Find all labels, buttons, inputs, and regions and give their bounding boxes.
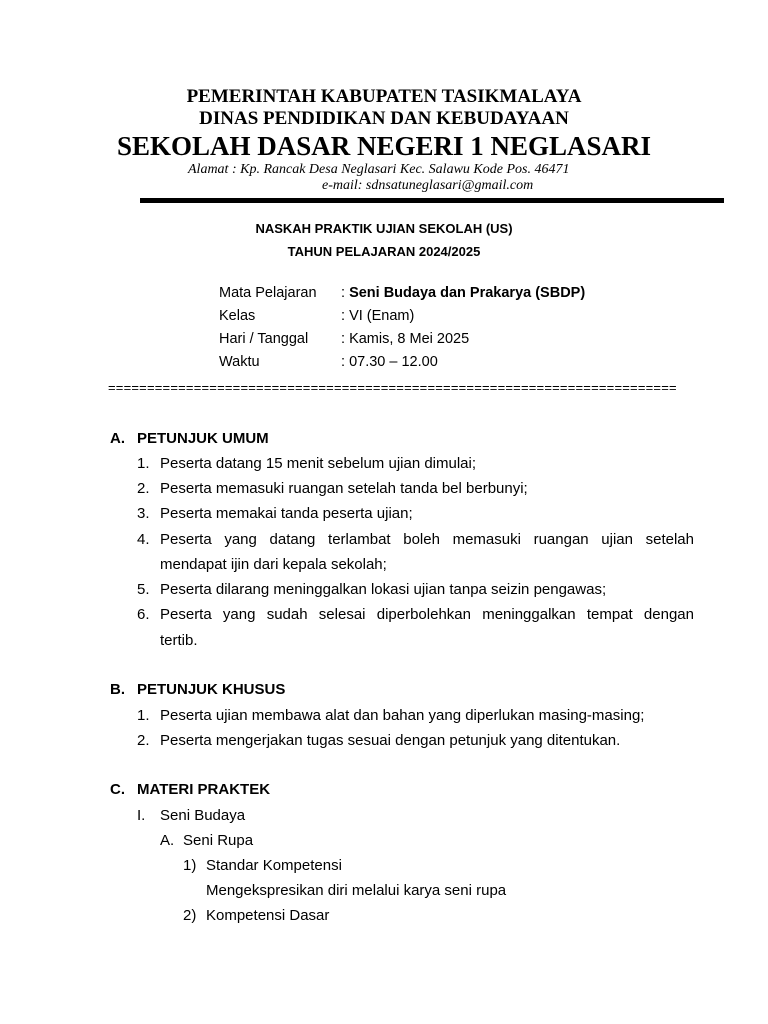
info-label: Waktu bbox=[219, 354, 260, 370]
info-separator: : bbox=[341, 331, 350, 347]
section-a-marker: A. bbox=[110, 430, 125, 447]
list-number: 4. bbox=[137, 531, 150, 548]
letterhead-email: e-mail: sdnsatuneglasari@gmail.com bbox=[322, 178, 534, 193]
list-number: 1) bbox=[183, 857, 197, 874]
list-item: Peserta memakai tanda peserta ujian; bbox=[160, 505, 413, 522]
list-number: 2. bbox=[137, 480, 150, 497]
letterhead-department: DINAS PENDIDIKAN DAN KEBUDAYAAN bbox=[199, 108, 569, 129]
list-item: Standar Kompetensi bbox=[206, 857, 342, 874]
list-item: Seni Rupa bbox=[183, 832, 254, 849]
list-number: 2. bbox=[137, 732, 150, 749]
list-item-continuation: tertib. bbox=[160, 632, 198, 649]
info-label: Hari / Tanggal bbox=[219, 331, 309, 347]
list-number: 1. bbox=[137, 455, 150, 472]
letterhead-government: PEMERINTAH KABUPATEN TASIKMALAYA bbox=[186, 86, 582, 107]
list-item: Peserta mengerjakan tugas sesuai dengan petunjuk yang ditentukan. bbox=[160, 732, 621, 749]
info-value-line bbox=[341, 308, 414, 324]
info-value-date: Kamis, 8 Mei 2025 bbox=[349, 331, 470, 347]
info-separator: : bbox=[341, 308, 350, 324]
section-b-heading: PETUNJUK KHUSUS bbox=[137, 681, 286, 698]
info-separator: : bbox=[341, 285, 350, 301]
letterhead-address: Alamat : Kp. Rancak Desa Neglasari Kec. Salawu Kode Pos. 46471 bbox=[188, 162, 570, 177]
section-c-heading: MATERI PRAKTEK bbox=[137, 781, 271, 798]
list-number: 6. bbox=[137, 606, 150, 623]
section-a-heading: PETUNJUK UMUM bbox=[137, 430, 269, 447]
info-value-line bbox=[341, 285, 585, 301]
separator-line: ========================================================================= bbox=[108, 380, 677, 395]
document-title: NASKAH PRAKTIK UJIAN SEKOLAH (US) bbox=[255, 221, 513, 236]
list-number: 5. bbox=[137, 581, 150, 598]
info-value-subject: Seni Budaya dan Prakarya (SBDP) bbox=[349, 285, 586, 301]
list-item: Peserta datang 15 menit sebelum ujian dimulai; bbox=[160, 455, 477, 472]
list-item: Peserta dilarang meninggalkan lokasi ujian tanpa seizin pengawas; bbox=[160, 581, 607, 598]
info-label: Kelas bbox=[219, 308, 256, 324]
list-item: Peserta yang sudah selesai diperbolehkan meninggalkan tempat dengan bbox=[160, 606, 694, 623]
list-number: 3. bbox=[137, 505, 150, 522]
list-item: Seni Budaya bbox=[160, 807, 246, 824]
info-separator: : bbox=[341, 354, 350, 370]
letterhead-school-name: SEKOLAH DASAR NEGERI 1 NEGLASARI bbox=[116, 131, 652, 161]
info-value-class: VI (Enam) bbox=[349, 308, 415, 324]
list-number: 1. bbox=[137, 707, 150, 724]
list-number: A. bbox=[160, 832, 175, 849]
list-item: Peserta ujian membawa alat dan bahan yang diperlukan masing-masing; bbox=[160, 707, 645, 724]
list-number: I. bbox=[137, 807, 146, 824]
list-item: Peserta memasuki ruangan setelah tanda bel berbunyi; bbox=[160, 480, 528, 497]
letterhead-rule bbox=[140, 198, 724, 203]
list-number: 2) bbox=[183, 907, 197, 924]
section-c-marker: C. bbox=[110, 781, 125, 798]
list-item-continuation: Mengekspresikan diri melalui karya seni rupa bbox=[206, 882, 507, 899]
list-item-continuation: mendapat ijin dari kepala sekolah; bbox=[160, 556, 387, 573]
info-value-time: 07.30 – 12.00 bbox=[349, 354, 438, 370]
list-item: Peserta yang datang terlambat boleh memasuki ruangan ujian setelah bbox=[160, 531, 694, 548]
document-year: TAHUN PELAJARAN 2024/2025 bbox=[287, 244, 481, 259]
info-value-line bbox=[341, 354, 438, 370]
info-value-line bbox=[341, 331, 469, 347]
info-label: Mata Pelajaran bbox=[219, 285, 317, 301]
section-b-marker: B. bbox=[110, 681, 125, 698]
list-item: Kompetensi Dasar bbox=[206, 907, 330, 924]
